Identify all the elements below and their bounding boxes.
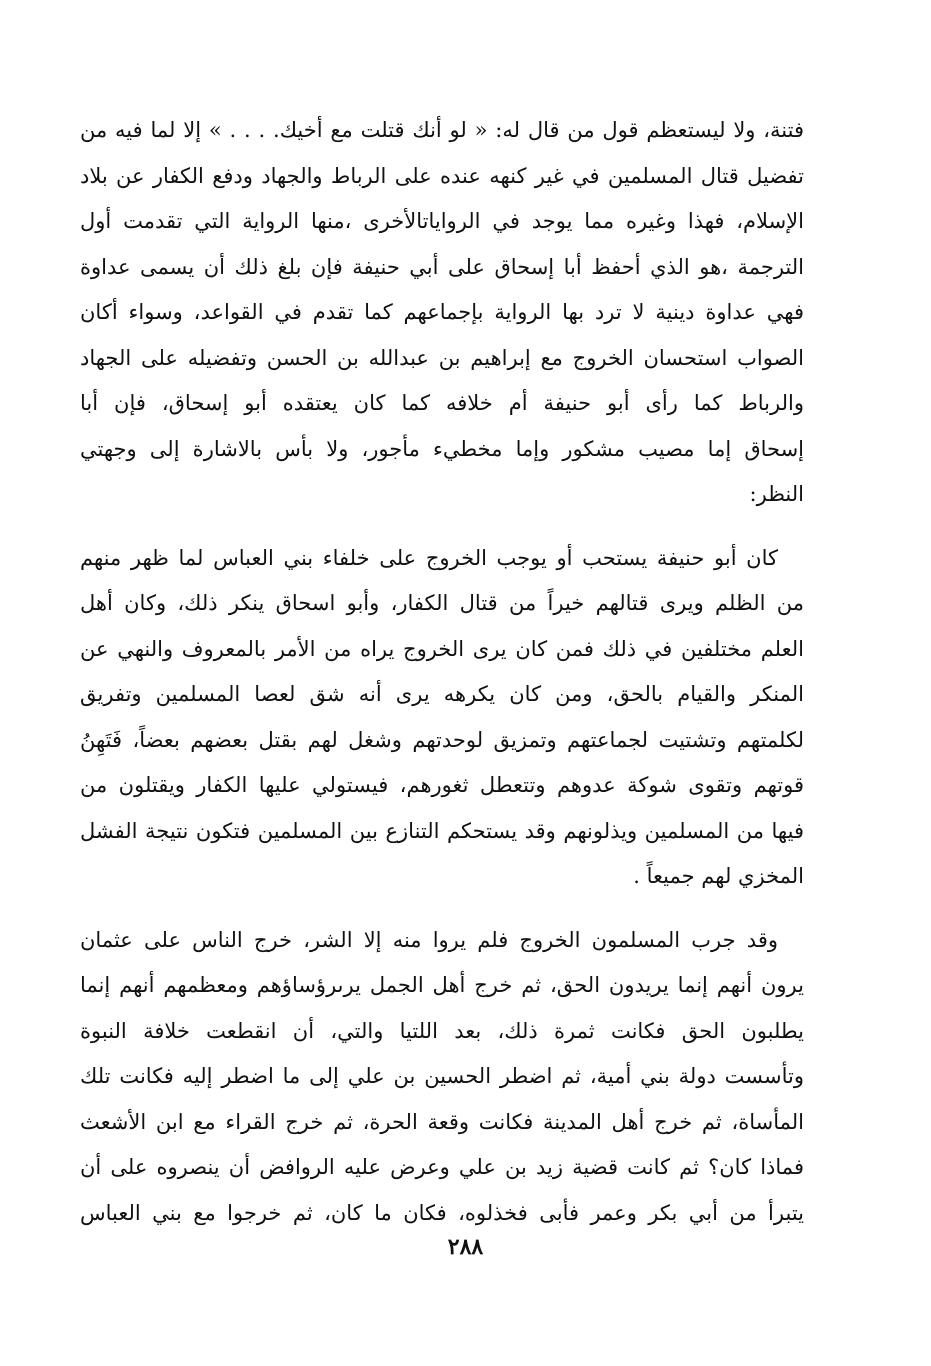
text-line: وتأسست دولة بني أمية، ثم اضطر الحسين بن علي إلى ما اضطر إليه فكانت تلك <box>80 1064 804 1088</box>
text-line: وقد جرب المسلمون الخروج فلم يروا منه إلا الشر، خرج الناس على عثمان <box>80 927 778 952</box>
text-line: فتنة، ولا ليستعظم قول من قال له: « لو أنك قتلت مع أخيك. . . . » إلا لما فيه من <box>80 118 804 142</box>
text-line: المأساة، ثم خرج أهل المدينة فكانت وقعة الحرة، ثم خرج القراء مع ابن الأشعث <box>80 1109 804 1134</box>
text-line: المنكر والقيام بالحق، ومن كان يكرهه يرى أنه شق لعصا المسلمين وتفريق <box>80 682 804 706</box>
text-line: فيها من المسلمين ويذلونهم وقد يستحكم التنازع بين المسلمين فتكون نتيجة الفشل <box>80 818 804 843</box>
text-line: كان أبو حنيفة يستحب أو يوجب الخروج على خلفاء بني العباس لما ظهر منهم <box>80 545 778 570</box>
text-line: الصواب استحسان الخروج مع إبراهيم بن عبدالله بن الحسن وتفضيله على الجهاد <box>80 345 804 370</box>
paragraph-gap <box>80 518 804 536</box>
text-line: فماذا كان؟ ثم كانت قضية زيد بن علي وعرض عليه الروافض أن ينصروه على أن <box>80 1155 804 1179</box>
paragraph-1 <box>80 108 804 518</box>
body-text <box>80 108 804 1236</box>
text-line: النظر: <box>749 482 804 506</box>
paragraph-3 <box>80 918 804 1237</box>
text-line: المخزي لهم جميعاً . <box>633 864 804 888</box>
paragraph-2 <box>80 536 804 900</box>
text-line: من الظلم ويرى قتالهم خيراً من قتال الكفار، وأبو اسحاق ينكر ذلك، وكان أهل <box>80 591 804 615</box>
text-line: قوتهم وتقوى شوكة عدوهم وتتعطل ثغورهم، فيستولي عليها الكفار ويقتلون من <box>80 773 804 797</box>
text-line: الترجمة ،هو الذي أحفظ أبا إسحاق على أبي حنيفة فإن بلغ ذلك أن يسمى عداوة <box>80 254 804 279</box>
text-line: الإسلام، فهذا وغيره مما يوجد في الرواياتالأخرى ،منها الرواية التي تقدمت أول <box>80 209 804 233</box>
text-line: يطلبون الحق فكانت ثمرة ذلك، بعد اللتيا والتي، أن انقطعت خلافة النبوة <box>80 1018 804 1043</box>
text-line: تفضيل قتال المسلمين في غير كنهه عنده على الرباط والجهاد ودفع الكفار عن بلاد <box>80 163 804 188</box>
text-line: العلم مختلفين في ذلك فمن كان يرى الخروج يراه من الأمر بالمعروف والنهي عن <box>80 636 804 661</box>
page-number: ٢٨٨ <box>447 1234 484 1260</box>
text-line: يتبرأ من أبي بكر وعمر فأبى فخذلوه، فكان ما كان، ثم خرجوا مع بني العباس <box>80 1200 804 1225</box>
text-line: لكلمتهم وتشتيت لجماعتهم وتمزيق لوحدتهم وشغل لهم بقتل بعضهم بعضاً، فَتَهِنُ <box>80 727 804 752</box>
text-line: يرون أنهم إنما يريدون الحق، ثم خرج أهل الجمل يرىرؤساؤهم ومعظمهم أنهم إنما <box>80 973 804 997</box>
paragraph-gap <box>80 900 804 918</box>
text-line: والرباط كما رأى أبو حنيفة أم خلافه كما كان يعتقده أبو إسحاق، فإن أبا <box>80 391 804 415</box>
text-line: إسحاق إما مصيب مشكور وإما مخطيء مأجور، ولا بأس بالاشارة إلى وجهتي <box>80 436 804 461</box>
text-line: فهي عداوة دينية لا ترد بها الرواية بإجماعهم كما تقدم في القواعد، وسواء أكان <box>80 300 804 324</box>
